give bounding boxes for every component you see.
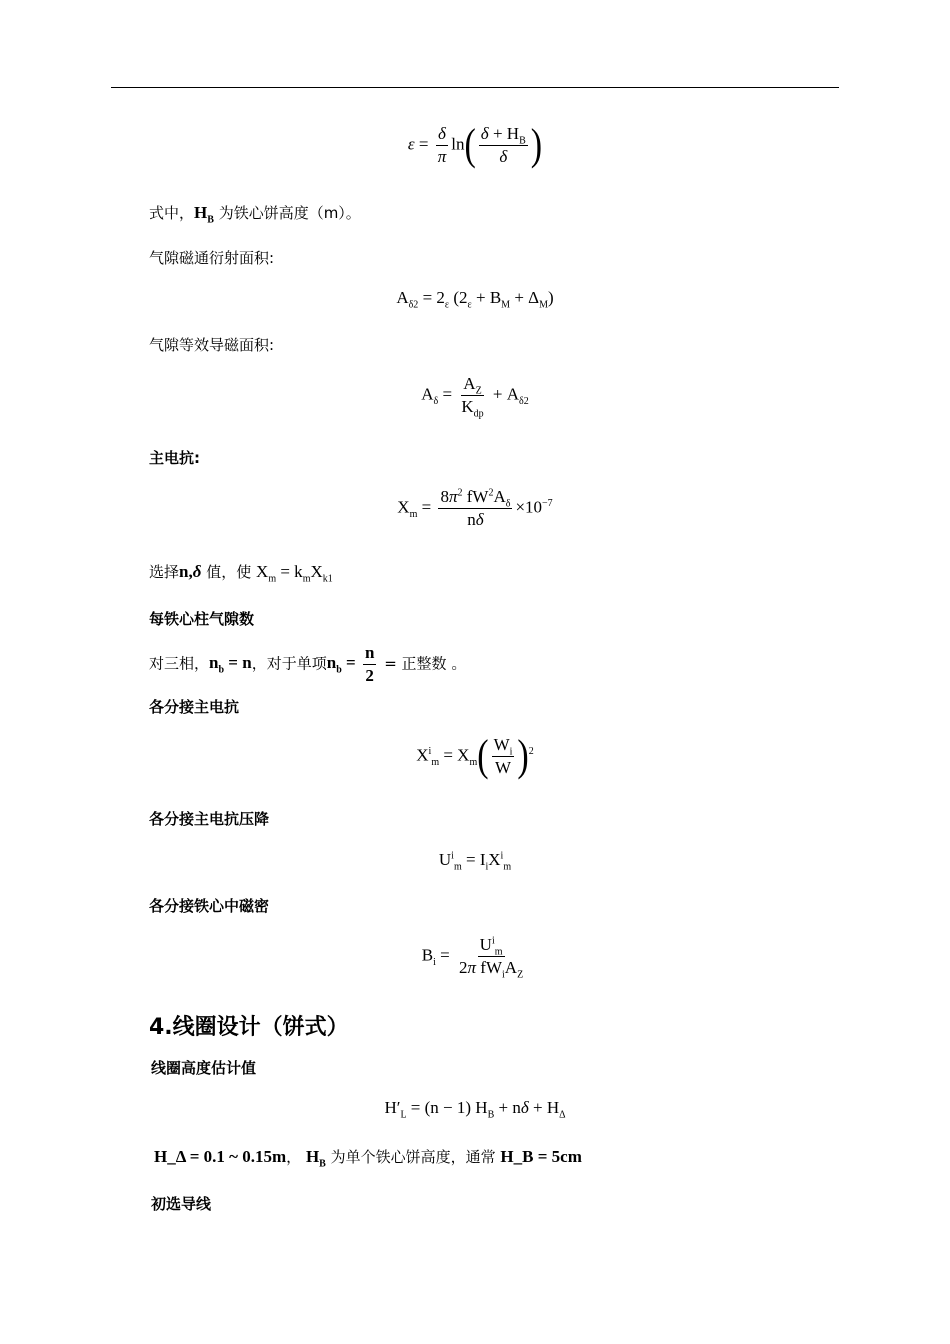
wire-select-label: 初选导线 [151, 1195, 212, 1213]
fringe-area-label: 气隙磁通衍射面积: [149, 249, 275, 267]
equation-epsilon: ε = $\frac{\delta}{\pi}$ ln( $\frac{\delta + H_B}{\delta}$ ) [407, 120, 543, 169]
equation-uim: $U^i_m = I_iX^i_m$ [438, 850, 512, 873]
tap-reactance-label: 各分接主电抗 [149, 698, 240, 716]
choose-line: 选择n,δ 值，使 $X_m = k_mX_{k1}$ [149, 562, 333, 585]
equation-a-delta2: $A_{\delta 2} = 2_\varepsilon$ $(2_\varepsilon + B_M + \Delta_M)$ [396, 288, 554, 311]
equation-hl: $H'_L = (n - 1) H_B + n\delta + H_\Delta$ [384, 1098, 566, 1121]
equation-a-delta: $A_\delta$ = $\frac{A_Z}{K_{dp}}$ + $A_{\delta 2}$ [421, 374, 529, 420]
gaps-per-leg-label: 每铁心柱气隙数 [149, 610, 255, 628]
hb-note: 式中，$H_B$ 为铁心饼高度（m）。 [149, 203, 361, 226]
equation-bi: $B_i$ = $\frac{U^i_m}{2\pi fW_iA_Z}$ [421, 935, 524, 981]
phase-gap-line: 对三相，$n_b = n$，对于单项$n_b$ = $\frac{n}{2}$ = 正整数 。 [149, 643, 467, 685]
coil-height-label: 线圈高度估计值 [151, 1059, 257, 1077]
equiv-area-label: 气隙等效导磁面积: [149, 336, 275, 354]
equation-xim: $X^i_m = X_m$( $\frac{W_i}{W}$ )$^2$ [416, 731, 534, 780]
hdelta-line: H_Δ = 0.1 ~ 0.15m， $H_B$ 为单个铁心饼高度，通常 H_B = 5cm [154, 1147, 582, 1170]
equation-xm: $X_m$ = $\frac{8\pi^2 fW^2A_\delta}{n\delta}$ $\times 10^{-7}$ [397, 487, 553, 529]
tap-drop-label: 各分接主电抗压降 [149, 810, 270, 828]
tap-flux-label: 各分接铁心中磁密 [149, 897, 270, 915]
main-reactance-label: 主电抗: [149, 449, 200, 467]
section-4-heading: 4.线圈设计（饼式） [149, 1015, 349, 1040]
header-rule [111, 87, 839, 88]
